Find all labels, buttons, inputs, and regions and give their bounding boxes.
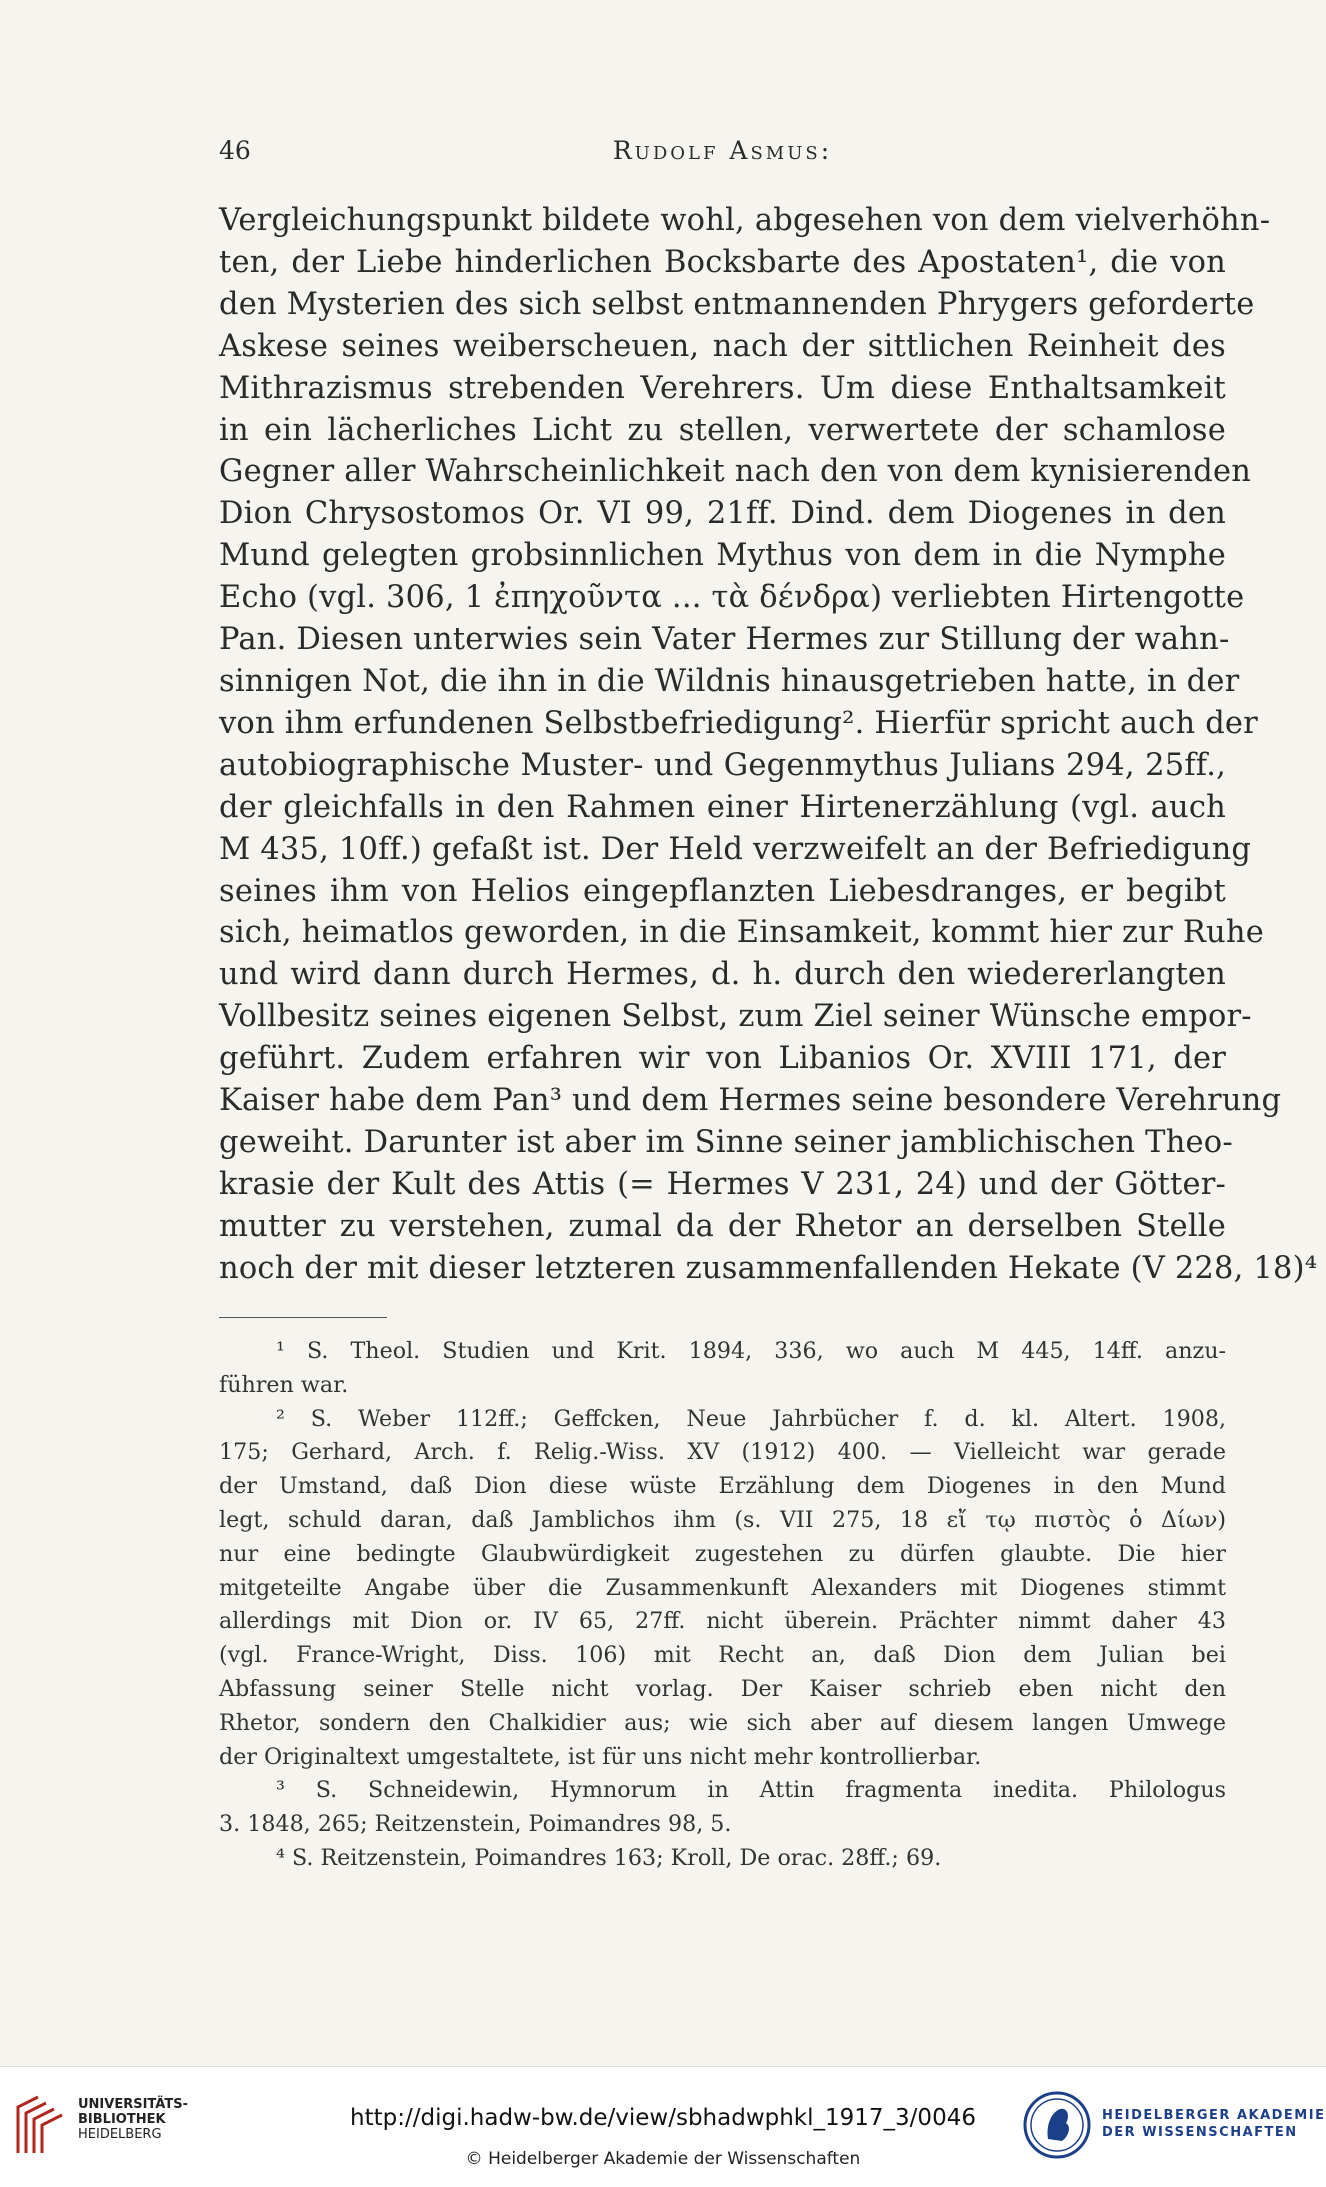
- footnote-line: ⁴ S. Reitzenstein, Poimandres 163; Kroll, De orac. 28ff.; 69.: [276, 1844, 942, 1871]
- footnote-line: ³ S. Schneidewin, Hymnorum in Attin fragmenta inedita. Philologus: [276, 1777, 1226, 1804]
- footnote-line: allerdings mit Dion or. IV 65, 27ff. nicht überein. Prächter nimmt daher 43: [219, 1608, 1226, 1635]
- text-line: ten, der Liebe hinderlichen Bocksbarte des Apostaten¹, die von: [219, 244, 1226, 280]
- text-line: der gleichfalls in den Rahmen einer Hirtenerzählung (vgl. auch: [219, 789, 1226, 825]
- footnote-line: Rhetor, sondern den Chalkidier aus; wie sich aber auf diesem langen Umwege: [219, 1709, 1226, 1736]
- text-line: mutter zu verstehen, zumal da der Rhetor an derselben Stelle: [219, 1208, 1226, 1244]
- running-head: Rudolf Asmus:: [612, 136, 833, 165]
- text-line: Mund gelegten grobsinnlichen Mythus von dem in die Nymphe: [219, 538, 1226, 574]
- footnote-line: legt, schuld daran, daß Jamblichos ihm (s. VII 275, 18 εἴ τῳ πιστὸς ὁ Δίων): [219, 1506, 1226, 1533]
- text-line: in ein lächerliches Licht zu stellen, verwertete der schamlose: [219, 412, 1226, 448]
- text-line: autobiographische Muster- und Gegenmythus Julians 294, 25ff.,: [219, 747, 1226, 783]
- page-number: 46: [219, 136, 251, 165]
- footnote-line: 3. 1848, 265; Reitzenstein, Poimandres 98, 5.: [219, 1811, 732, 1838]
- text-line: Mithrazismus strebenden Verehrers. Um diese Enthaltsamkeit: [219, 370, 1226, 406]
- permalink-url[interactable]: http://digi.hadw-bw.de/view/sbhadwphkl_1917_3/0046: [350, 2105, 976, 2131]
- text-line: Kaiser habe dem Pan³ und dem Hermes seine besondere Verehrung: [219, 1083, 1282, 1119]
- copyright-notice: © Heidelberger Akademie der Wissenschaften: [465, 2149, 861, 2169]
- text-line: geführt. Zudem erfahren wir von Libanios Or. XVIII 171, der: [219, 1041, 1226, 1077]
- footnote-line: mitgeteilte Angabe über die Zusammenkunft Alexanders mit Diogenes stimmt: [219, 1574, 1226, 1601]
- academy-name: HEIDELBERGER AKADEMIE DER WISSENSCHAFTEN: [1102, 2108, 1326, 2140]
- text-line: von ihm erfundenen Selbstbefriedigung². Hierfür spricht auch der: [219, 705, 1258, 741]
- footnote-divider: [219, 1317, 387, 1318]
- text-line: Vergleichungspunkt bildete wohl, abgesehen von dem vielverhöhn-: [219, 203, 1271, 238]
- text-line: Echo (vgl. 306, 1 ἐπηχοῦντα ... τὰ δένδρα) verliebten Hirtengotte: [219, 580, 1245, 616]
- footer-bar: [0, 2066, 1326, 2187]
- footnote-line: ² S. Weber 112ff.; Geffcken, Neue Jahrbücher f. d. kl. Altert. 1908,: [276, 1405, 1226, 1432]
- main-text: [219, 200, 1318, 1290]
- text-line: Dion Chrysostomos Or. VI 99, 21ff. Dind. dem Diogenes in den: [219, 496, 1226, 532]
- text-line: M 435, 10ff.) gefaßt ist. Der Held verzweifelt an der Befriedigung: [219, 831, 1252, 867]
- text-line: noch der mit dieser letzteren zusammenfallenden Hekate (V 228, 18)⁴: [219, 1250, 1318, 1286]
- text-line: Pan. Diesen unterwies sein Vater Hermes zur Stillung der wahn-: [219, 622, 1230, 658]
- text-line: krasie der Kult des Attis (= Hermes V 231, 24) und der Götter-: [219, 1166, 1226, 1202]
- footnotes: [219, 1335, 1226, 1876]
- academy-seal-icon: [1022, 2087, 1092, 2163]
- text-line: Vollbesitz seines eigenen Selbst, zum Ziel seiner Wünsche empor-: [219, 999, 1252, 1035]
- footnote-line: nur eine bedingte Glaubwürdigkeit zugestehen zu dürfen glaubte. Die hier: [219, 1540, 1226, 1567]
- footnote-line: Abfassung seiner Stelle nicht vorlag. Der Kaiser schrieb eben nicht den: [219, 1675, 1226, 1702]
- text-line: sinnigen Not, die ihn in die Wildnis hinausgetrieben hatte, in der: [219, 663, 1240, 699]
- footnote-line: der Umstand, daß Dion diese wüste Erzählung dem Diogenes in den Mund: [219, 1473, 1226, 1500]
- footnote-line: führen war.: [219, 1371, 349, 1398]
- footnote-line: 175; Gerhard, Arch. f. Relig.-Wiss. XV (1912) 400. — Vielleicht war gerade: [219, 1439, 1226, 1466]
- text-line: Askese seines weiberscheuen, nach der sittlichen Reinheit des: [219, 328, 1226, 364]
- text-line: sich, heimatlos geworden, in die Einsamkeit, kommt hier zur Ruhe: [219, 915, 1264, 951]
- footnote-line: ¹ S. Theol. Studien und Krit. 1894, 336, wo auch M 445, 14ff. anzu-: [276, 1338, 1226, 1364]
- text-line: geweiht. Darunter ist aber im Sinne seiner jamblichischen Theo-: [219, 1124, 1233, 1160]
- footnote-line: der Originaltext umgestaltete, ist für uns nicht mehr kontrollierbar.: [219, 1743, 982, 1770]
- text-line: und wird dann durch Hermes, d. h. durch den wiedererlangten: [219, 957, 1226, 993]
- text-line: Gegner aller Wahrscheinlichkeit nach den von dem kynisierenden: [219, 454, 1252, 490]
- text-line: den Mysterien des sich selbst entmannenden Phrygers geforderte: [219, 286, 1255, 322]
- page-header: [219, 136, 1226, 176]
- footnote-line: (vgl. France-Wright, Diss. 106) mit Recht an, daß Dion dem Julian bei: [219, 1642, 1226, 1669]
- university-library-name: UNIVERSITÄTS- BIBLIOTHEK HEIDELBERG: [78, 2097, 188, 2142]
- text-line: seines ihm von Helios eingepflanzten Liebesdranges, er begibt: [219, 873, 1226, 909]
